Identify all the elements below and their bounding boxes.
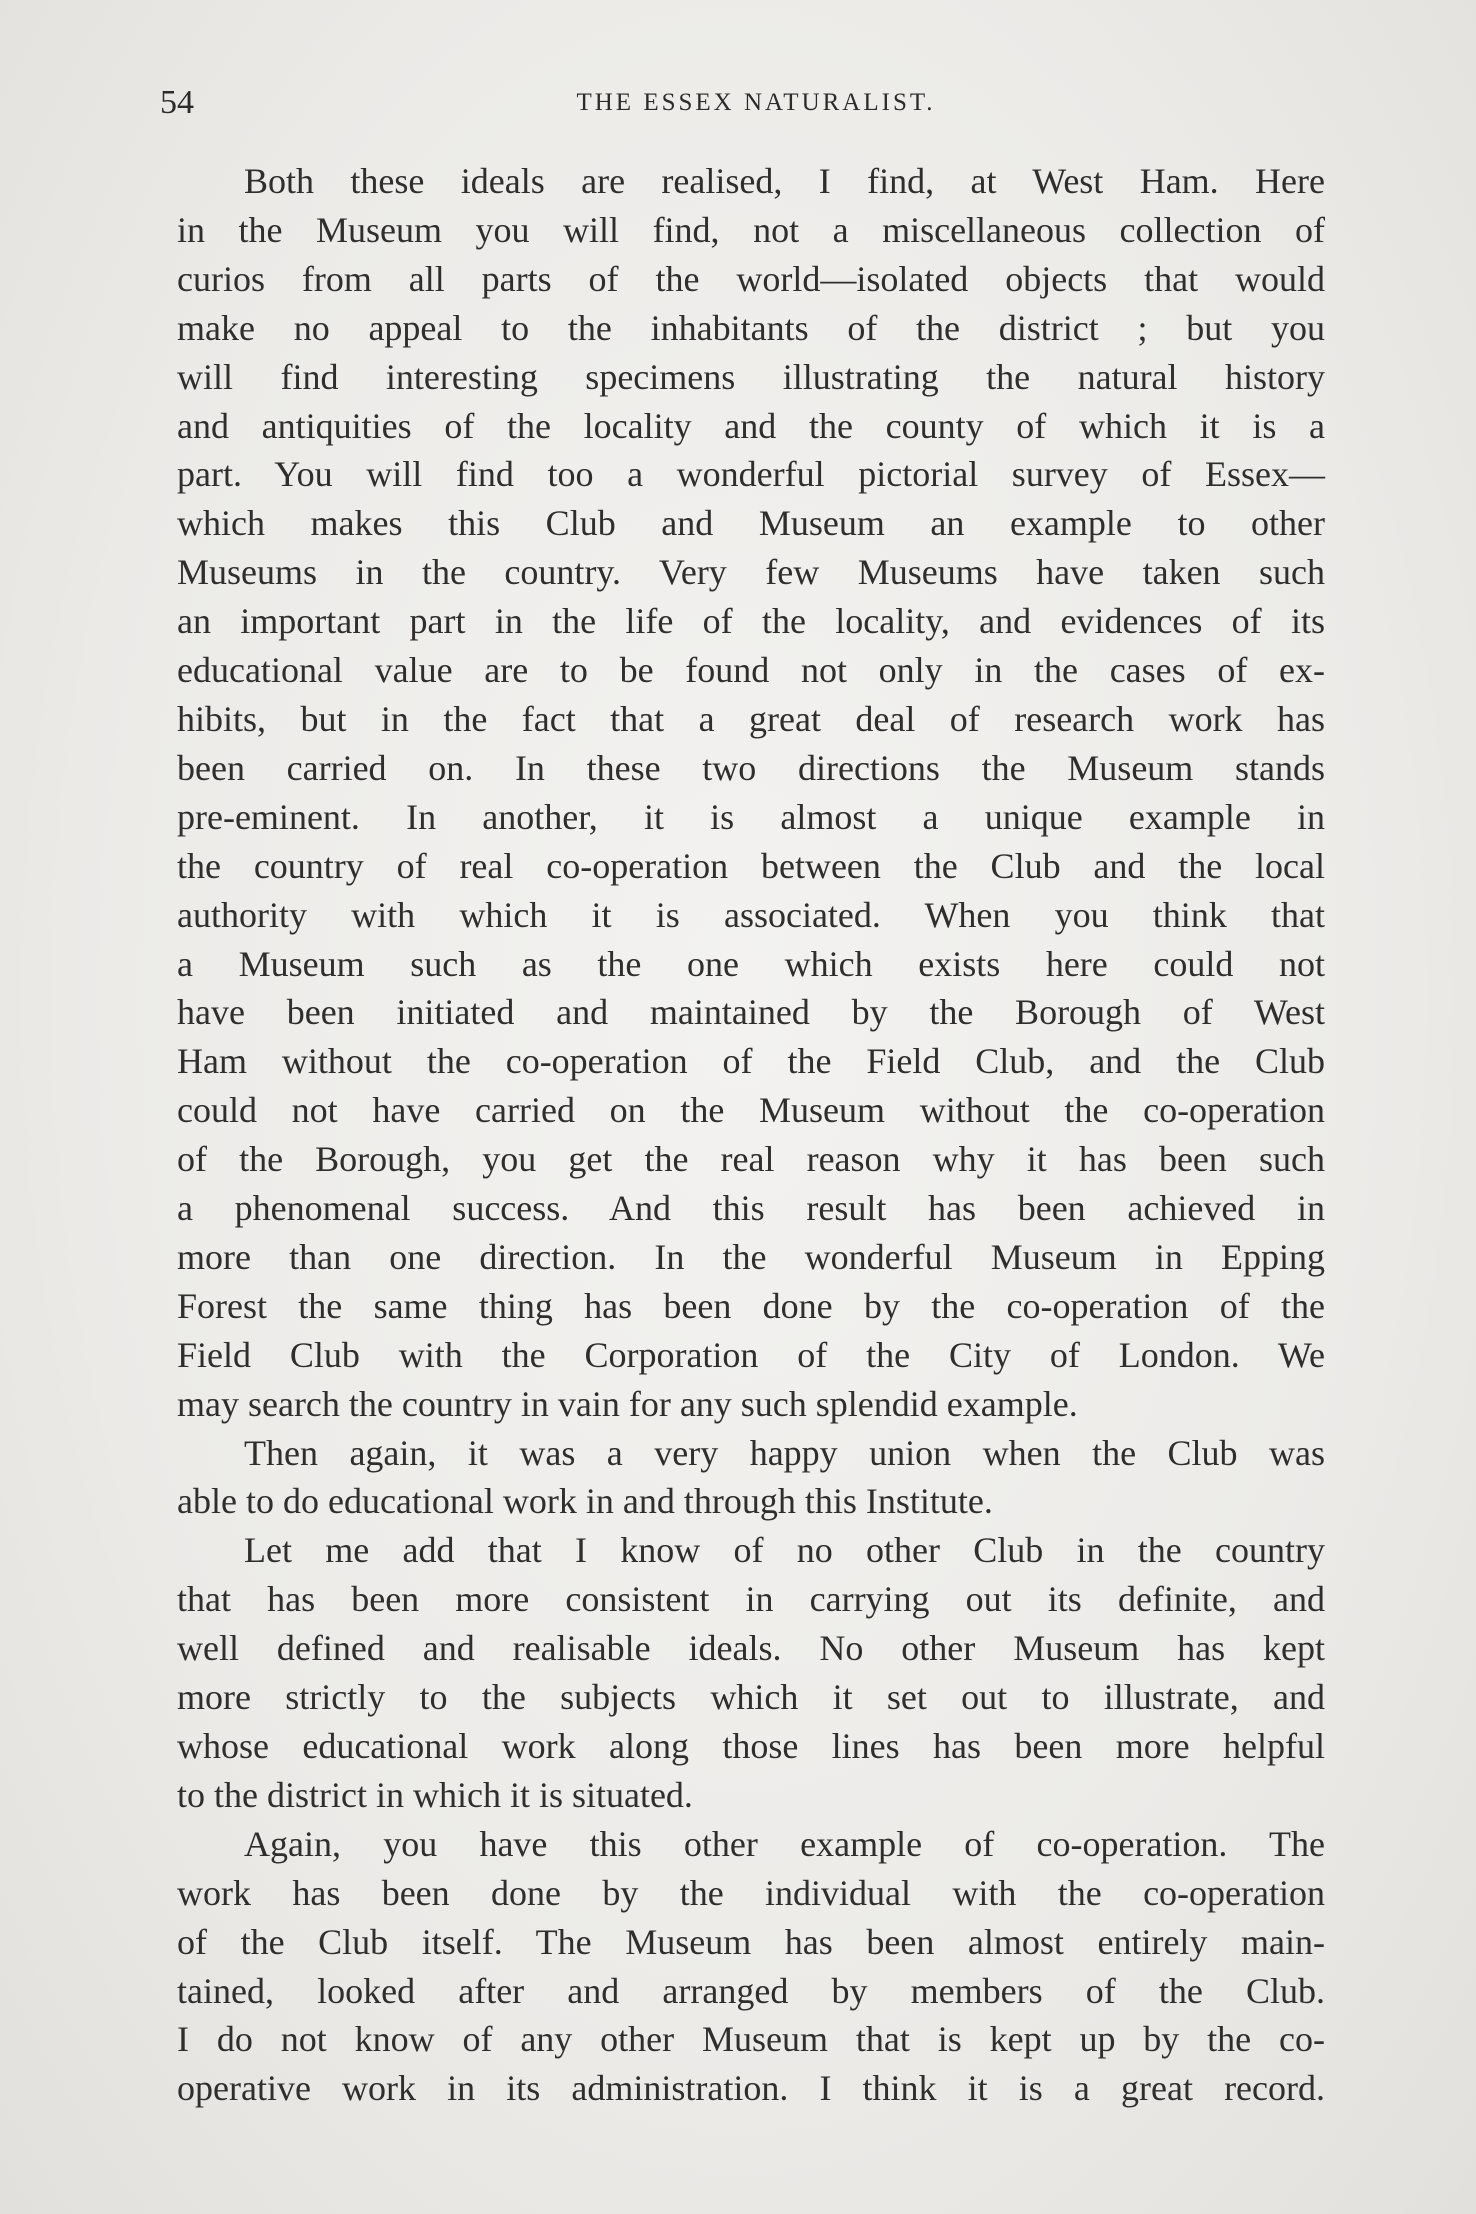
text-line: a Museum such as the one which exists here could not	[177, 943, 1325, 984]
text-line: will find interesting specimens illustrating the natural history	[177, 356, 1325, 397]
text-line: Field Club with the Corporation of the City of London. We	[177, 1334, 1325, 1375]
text-line: that has been more consistent in carrying out its definite, and	[177, 1579, 1325, 1620]
text-line: more than one direction. In the wonderful Museum in Epping	[177, 1236, 1325, 1277]
text-line: operative work in its administration. I think it is a great record.	[177, 2068, 1325, 2109]
text-line: of the Borough, you get the real reason why it has been such	[177, 1139, 1325, 1180]
text-line: in the Museum you will find, not a miscellaneous collection of	[177, 209, 1325, 250]
text-line: could not have carried on the Museum without the co-operation	[177, 1090, 1325, 1131]
text-line: a phenomenal success. And this result has been achieved in	[177, 1188, 1325, 1229]
text-line: work has been done by the individual with the co-operation	[177, 1872, 1325, 1913]
text-line: Both these ideals are realised, I find, at West Ham. Here	[244, 161, 1325, 201]
paragraph-2	[177, 1429, 1325, 1527]
text-line: tained, looked after and arranged by members of the Club.	[177, 1970, 1325, 2011]
page-number: 54	[160, 84, 194, 121]
text-line: to the district in which it is situated.	[177, 1774, 693, 1815]
text-line: may search the country in vain for any such splendid example.	[177, 1383, 1078, 1424]
text-line: whose educational work along those lines has been more helpful	[177, 1726, 1325, 1766]
paragraph-1	[177, 157, 1325, 1429]
text-line: Forest the same thing has been done by the co-operation of the	[177, 1285, 1325, 1326]
paragraph-4	[177, 1820, 1325, 2113]
text-line: educational value are to be found not only in the cases of ex-	[177, 650, 1325, 691]
text-line: hibits, but in the fact that a great deal of research work has	[177, 698, 1325, 739]
running-head: THE ESSEX NATURALIST.	[576, 89, 936, 116]
text-line: part. You will find too a wonderful pictorial survey of Essex—	[177, 454, 1325, 495]
paragraph-3	[177, 1526, 1325, 1819]
body-text	[177, 157, 1325, 2113]
text-line: have been initiated and maintained by the Borough of West	[177, 992, 1325, 1033]
text-line: make no appeal to the inhabitants of the district ; but you	[177, 307, 1325, 348]
text-line: Museums in the country. Very few Museums have taken such	[177, 552, 1325, 593]
text-line: Then again, it was a very happy union when the Club was	[244, 1432, 1325, 1473]
text-line: Let me add that I know of no other Club in the country	[244, 1530, 1325, 1571]
text-line: more strictly to the subjects which it set out to illustrate, and	[177, 1677, 1325, 1718]
text-line: Ham without the co-operation of the Field Club, and the Club	[177, 1041, 1325, 1082]
text-line: well defined and realisable ideals. No other Museum has kept	[177, 1628, 1325, 1669]
text-line: and antiquities of the locality and the county of which it is a	[177, 405, 1325, 446]
text-line: authority with which it is associated. When you think that	[177, 894, 1325, 935]
text-line: I do not know of any other Museum that is kept up by the co-	[177, 2019, 1325, 2060]
text-line: been carried on. In these two directions the Museum stands	[177, 747, 1325, 788]
text-line: which makes this Club and Museum an example to other	[177, 503, 1325, 544]
text-line: of the Club itself. The Museum has been almost entirely main-	[177, 1921, 1325, 1962]
text-line: Again, you have this other example of co-operation. The	[244, 1823, 1325, 1864]
text-line: curios from all parts of the world—isolated objects that would	[177, 258, 1325, 299]
text-line: able to do educational work in and through this Institute.	[177, 1481, 993, 1522]
text-line: pre-eminent. In another, it is almost a unique example in	[177, 796, 1325, 837]
text-line: an important part in the life of the locality, and evidences of its	[177, 601, 1325, 642]
text-line: the country of real co-operation between the Club and the local	[177, 845, 1325, 886]
page-header	[160, 78, 1322, 128]
